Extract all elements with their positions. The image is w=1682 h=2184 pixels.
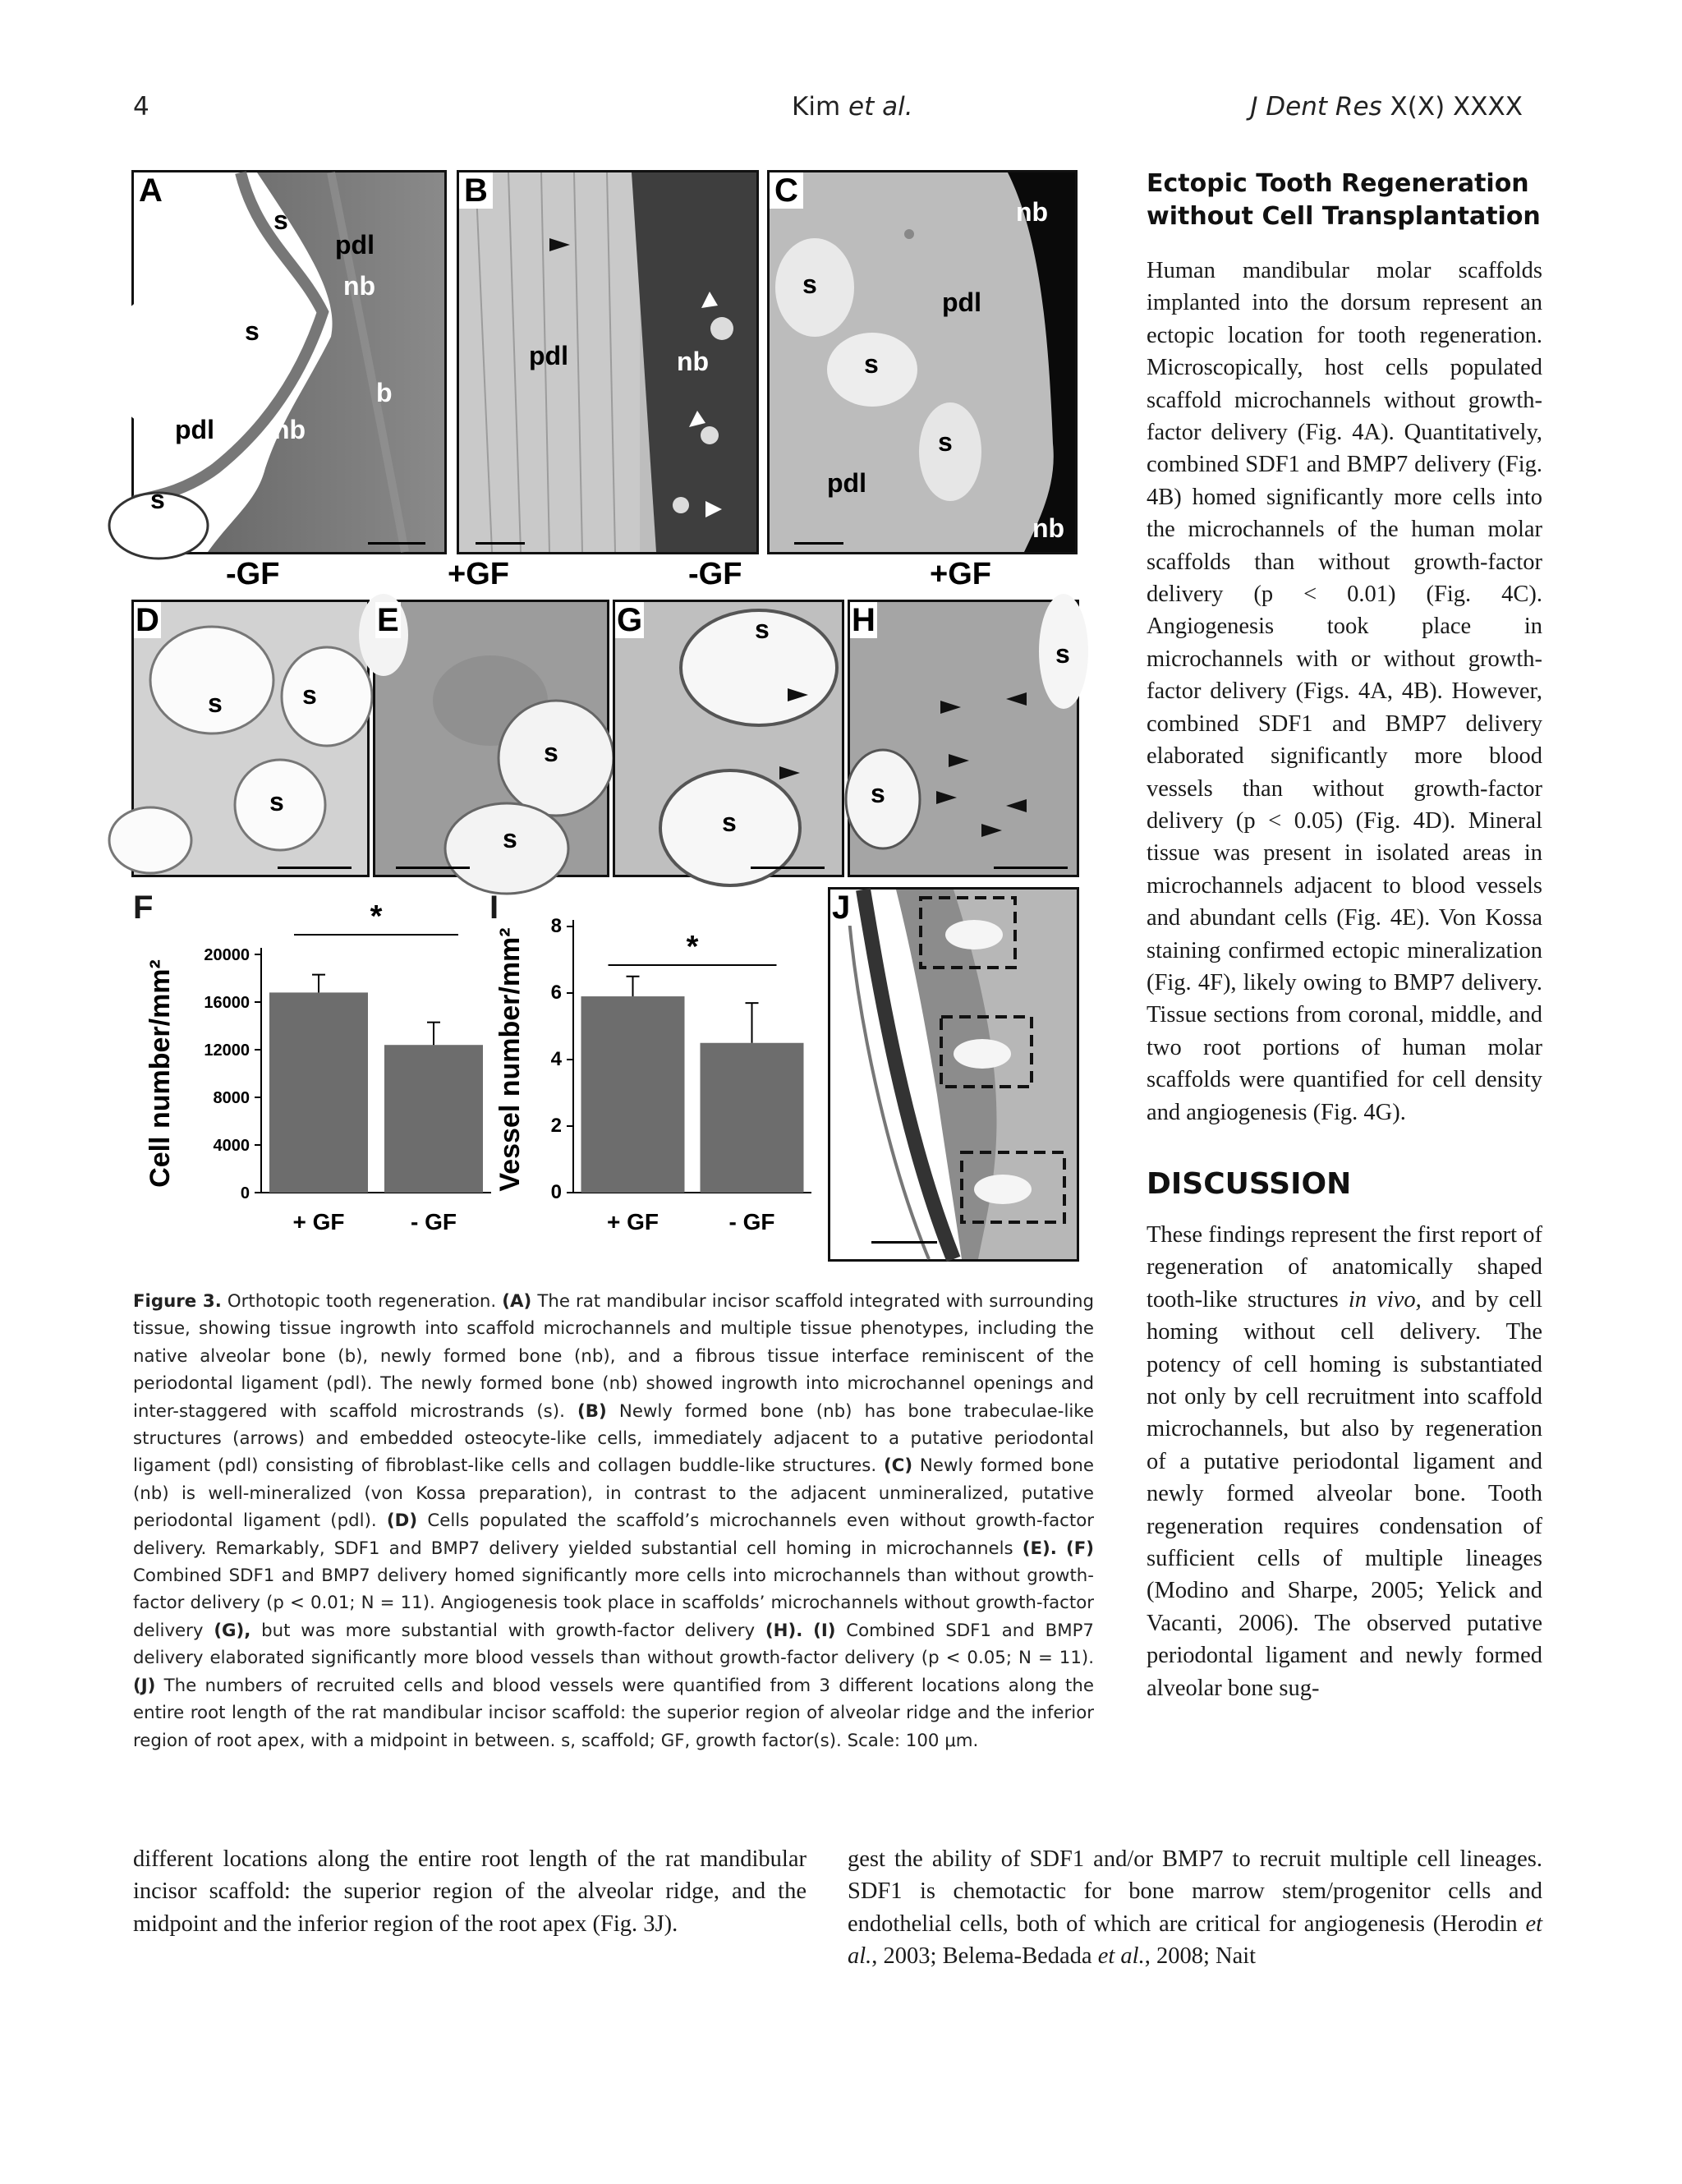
chart-f-cell-number: [145, 887, 499, 1257]
bottom-left-paragraph: different locations along the entire root length of the rat mandibular incisor scaffold: the superior region of the alveolar ridge, and the midpoint and the inferior region of the root apex (Fig. 3J).: [133, 1846, 807, 1937]
scale-bar: [751, 867, 825, 869]
scale-bar: [396, 867, 470, 869]
section-heading-line: without Cell Transplantation: [1147, 202, 1541, 231]
section-heading: [1147, 168, 1542, 233]
right-column: [1147, 168, 1542, 1704]
caption-text: but was more substantial with growth-factor delivery: [261, 1620, 756, 1641]
running-author: [792, 92, 913, 122]
bar: [581, 996, 685, 1193]
panel-j-label: J: [832, 890, 851, 926]
caption-tag: (G),: [214, 1620, 251, 1641]
caption-text: Combined SDF1 and BMP7 delivery elaborated significantly more blood vessels than without growth-factor delivery (p < 0.05; N = 11).: [133, 1620, 1094, 1669]
y-tick-label: 16000: [204, 994, 250, 1012]
caption-tag: (F): [1065, 1538, 1094, 1559]
bottom-right-paragraph: [848, 1843, 1542, 1973]
panel-h-label: H: [852, 602, 875, 638]
caption-tag: (E).: [1022, 1538, 1057, 1559]
figure-panel-c: [767, 170, 1078, 554]
running-journal: [1250, 92, 1523, 122]
tissue-label: s: [302, 680, 317, 710]
tissue-label: pdl: [827, 468, 866, 498]
discussion-text: and by cell homing without cell delivery. The potency of cell homing is substantiated not only by cell recruitment into scaffold microchannels, but also by regeneration of a putative periodontal ligament and newly formed alveolar bone. Tooth regeneration requires condensation of sufficient cells of multiple lineages (Modino and Sharpe, 2005; Yelick and Vacanti, 2006). The observed putative periodontal ligament and newly formed alveolar bone sug-: [1147, 1286, 1542, 1701]
tissue-label: s: [544, 738, 558, 767]
tissue-label: nb: [677, 347, 710, 376]
scale-bar: [871, 1241, 937, 1244]
y-axis-label: Cell number/mm²: [145, 959, 176, 1188]
caption-title: Orthotopic tooth regeneration.: [227, 1291, 497, 1312]
section-heading-line: Ectopic Tooth Regeneration: [1147, 169, 1529, 198]
panel-h-micrograph: [850, 602, 1077, 875]
tissue-label: b: [376, 378, 393, 407]
caption-text: The numbers of recruited cells and blood vessels were quantified from 3 different locations along the entire root length of the rat mandibular incisor scaffold: the superior region of alveolar ridge and the inferior region of root apex, with a midpoint in between. s, scaffold; GF, growth factor(s). Scale: 100 μm.: [133, 1675, 1094, 1751]
figure-panel-h: [848, 600, 1079, 877]
body-italic: et al.: [1097, 1943, 1145, 1970]
condition-label-plus-gf: +GF: [448, 557, 509, 591]
tissue-label: pdl: [529, 341, 568, 370]
condition-label-plus-gf: +GF: [930, 557, 991, 591]
caption-text: The rat mandibular incisor scaffold integrated with surrounding tissue, showing tissue ingrowth into scaffold microchannels and multiple tissue phenotypes, including the native alveolar bone (b), newly formed bone (nb), and a fibrous tissue interface reminiscent of the periodontal ligament (pdl). The newly formed bone (nb) showed ingrowth into microchannel openings and inter-staggered with scaffold microstrands (s).: [133, 1291, 1095, 1422]
body-text: gest the ability of SDF1 and/or BMP7 to recruit multiple cell lineages. SDF1 is chemotactic for bone marrow stem/progenitor cells and endothelial cells, both of which are critical for angiogenesis (Herodin: [848, 1846, 1542, 1937]
scale-bar: [794, 542, 843, 545]
tissue-label: s: [938, 427, 953, 457]
caption-fig-label: Figure 3.: [133, 1291, 222, 1312]
y-axis-label: Vessel number/mm²: [494, 927, 526, 1192]
panel-i-label: I: [489, 890, 499, 926]
caption-tag: (C): [883, 1455, 913, 1477]
y-tick-label: 2: [550, 1115, 562, 1137]
x-tick-label: - GF: [411, 1209, 457, 1235]
condition-label-minus-gf: -GF: [688, 557, 742, 591]
caption-tag: (D): [386, 1510, 418, 1532]
panel-c-micrograph: [770, 172, 1075, 552]
figure-panel-d: [131, 600, 370, 877]
figure-panel-b: [457, 170, 759, 554]
panel-j-micrograph: [830, 890, 1077, 1259]
caption-tag: (A): [502, 1291, 532, 1312]
panel-a-micrograph: [134, 172, 444, 552]
significance-marker: *: [686, 930, 699, 964]
scale-bar: [476, 542, 525, 545]
panel-g-label: G: [617, 602, 643, 638]
tissue-label: nb: [273, 415, 306, 444]
scale-bar: [368, 542, 425, 545]
figure-caption: [133, 1288, 1094, 1754]
author-name: Kim: [792, 92, 841, 122]
discussion-paragraph: [1147, 1219, 1542, 1704]
tissue-label: pdl: [942, 287, 981, 317]
caption-text: Combined SDF1 and BMP7 delivery homed significantly more cells into microchannels than without growth-factor delivery (p < 0.01; N = 11). Angiogenesis took place in scaffolds’ microchannels without growth-factor delivery: [133, 1566, 1094, 1641]
tissue-label: nb: [343, 271, 376, 301]
journal-issue: X(X) XXXX: [1390, 92, 1523, 122]
tissue-label: s: [269, 787, 284, 816]
tissue-label: s: [871, 779, 885, 808]
tissue-label: s: [722, 807, 737, 837]
tissue-label: nb: [1032, 513, 1065, 543]
journal-name: J Dent Res: [1250, 92, 1382, 122]
tissue-label: s: [273, 205, 288, 235]
tissue-label: s: [802, 269, 817, 299]
caption-text: Newly formed bone (nb) has bone trabeculae-like structures (arrows) and embedded osteocyte-like cells, immediately adjacent to a putative periodontal ligament (pdl) consisting of fibroblast-like cells and collagen buddle-like structures.: [133, 1400, 1094, 1477]
caption-text: Cells populated the scaffold’s microchannels even without growth-factor delivery. Remarkably, SDF1 and BMP7 delivery yielded substantial cell homing in microchannels: [133, 1510, 1094, 1559]
chart-i-vessel-number: [494, 887, 821, 1257]
panel-d-micrograph: [134, 602, 367, 875]
tissue-label: s: [150, 485, 165, 514]
caption-text: Newly formed bone (nb) is well-mineralized (von Kossa preparation), in contrast to the adjacent unmineralized, putative periodontal ligament (pdl).: [133, 1455, 1094, 1532]
y-tick-label: 8000: [213, 1089, 250, 1107]
panel-e-micrograph: [375, 602, 607, 875]
author-etal: et al.: [848, 92, 913, 122]
panel-b-label: B: [459, 172, 493, 209]
x-tick-label: + GF: [292, 1209, 345, 1235]
panel-b-micrograph: [459, 172, 756, 552]
tissue-label: pdl: [335, 230, 375, 260]
y-tick-label: 0: [550, 1181, 562, 1203]
panel-f-label: F: [133, 890, 154, 926]
tissue-label: pdl: [175, 415, 214, 444]
panel-e-label: E: [377, 602, 399, 638]
caption-tag: (J): [133, 1675, 156, 1696]
figure-panel-j: [828, 887, 1079, 1262]
tissue-label: s: [1055, 639, 1070, 669]
caption-tag: (H).: [765, 1620, 803, 1641]
condition-label-minus-gf: -GF: [226, 557, 280, 591]
y-tick-label: 12000: [204, 1041, 250, 1060]
y-tick-label: 6: [550, 982, 562, 1004]
y-tick-label: 20000: [204, 946, 250, 964]
tissue-label: s: [245, 316, 260, 346]
tissue-label: nb: [1016, 197, 1049, 227]
y-tick-label: 4000: [213, 1137, 250, 1155]
bar: [269, 992, 368, 1193]
tissue-label: s: [503, 824, 517, 853]
discussion-heading: DISCUSSION: [1147, 1166, 1352, 1201]
significance-marker: *: [370, 899, 383, 934]
body-text: , 2008; Nait: [1144, 1943, 1257, 1970]
figure-panel-g: [613, 600, 844, 877]
scale-bar: [994, 867, 1068, 869]
caption-tag: (B): [577, 1400, 607, 1422]
discussion-text: These findings represent the first report of regeneration of anatomically shaped tooth-like structures: [1147, 1221, 1542, 1313]
x-tick-label: - GF: [728, 1209, 775, 1235]
page-number: 4: [133, 92, 149, 122]
section-paragraph: Human mandibular molar scaffolds implanted into the dorsum represent an ectopic location for tooth regeneration. Microscopically, host cells populated scaffold microchannels without growth-factor delivery (Fig. 4A). Quantitatively, combined SDF1 and BMP7 delivery (Fig. 4B) homed significantly more cells into the microchannels of the human molar scaffolds than without growth-factor delivery (p < 0.01) (Fig. 4C). Angiogenesis took place in microchannels with or without growth-factor delivery (Figs. 4A, 4B). However, combined SDF1 and BMP7 delivery elaborated significantly more blood vessels than without growth-factor delivery (p < 0.05) (Fig. 4D). Mineral tissue was present in isolated areas in microchannels adjacent to blood vessels and abundant cells (Fig. 4E). Von Kossa staining confirmed ectopic mineralization (Fig. 4F), likely owing to BMP7 delivery. Tissue sections from coronal, middle, and two root portions of human molar scaffolds were quantified for cell density and angiogenesis (Fig. 4G).: [1147, 258, 1542, 1125]
tissue-label: s: [208, 688, 223, 718]
panel-d-label: D: [136, 602, 159, 638]
x-tick-label: + GF: [606, 1209, 659, 1235]
body-italic: et al.: [848, 1910, 1543, 1970]
panel-c-label: C: [770, 172, 803, 209]
scale-bar: [278, 867, 352, 869]
body-text: , 2003; Belema-Bedada: [871, 1943, 1092, 1970]
bar: [384, 1045, 483, 1193]
y-tick-label: 8: [550, 915, 562, 937]
tissue-label: s: [755, 614, 770, 644]
y-tick-label: 4: [550, 1048, 562, 1070]
figure-panel-a: [131, 170, 447, 554]
figure-panel-e: [373, 600, 609, 877]
discussion-italic: in vivo,: [1348, 1286, 1422, 1313]
bar: [701, 1043, 804, 1193]
caption-tag: (I): [813, 1620, 836, 1641]
y-tick-label: 0: [240, 1184, 250, 1202]
tissue-label: s: [864, 349, 879, 379]
panel-a-label: A: [134, 172, 168, 209]
